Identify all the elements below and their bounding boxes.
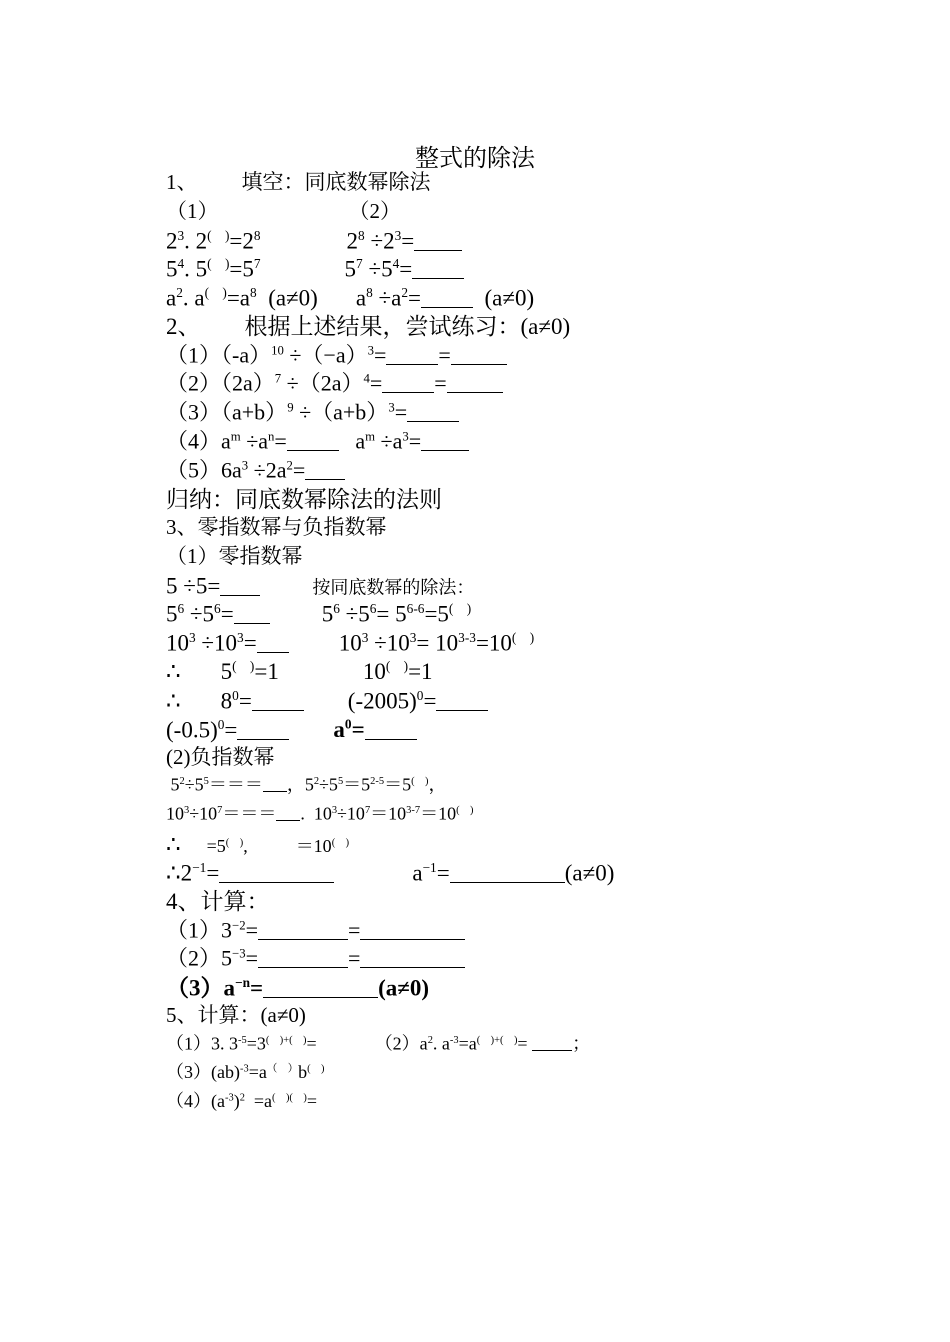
section-1-columns: （1） （2）: [166, 199, 401, 223]
section-5-heading: 5、计算：(a≠0): [166, 1003, 306, 1027]
exercise-row: $(1)(-a)^{10} \div(-a)^3=$ =: [166, 344, 507, 367]
exercise-row: $(3)a^{-n}= (a\ne 0)$: [166, 975, 430, 1001]
exercise-row: ∴ 5( )=1 10( )=1: [166, 658, 433, 684]
exercise-row: $(5)6a^3 \div 2a^2=$: [166, 459, 345, 482]
exercise-row: $5^6 \div 5^6= 5^6 \div 5^6= 5^{6-6}=5^{( )}$: [166, 601, 472, 627]
exercise-row: $10^3\div 10^7===$ . $10^3\div 10^7=10^{3-7}=10^{( )}$: [166, 803, 474, 824]
subsection-zero-exponent: （1）零指数幂: [166, 544, 303, 568]
exercise-row: $(2)(2a)^7 \div(2a)^4=$ =: [166, 372, 503, 395]
exercise-row: （3）(ab)$^{-3}$=a（ ）b( ): [166, 1062, 325, 1082]
exercise-row: $5^2\div 5^5===$ ，$5^2\div 5^5=5^{2-5}=5^{( )}$，: [166, 774, 447, 795]
page-title: 整式的除法: [415, 146, 535, 172]
exercise-row: ∴ $8^0= (-2005)^0=$: [166, 689, 488, 712]
exercise-row: $a^2$. $a^{( )}=a^8$ (a≠0) $a^8 \div a^2= (a\ne 0)$: [166, 285, 535, 311]
exercise-row: $(4)(a^{-3})^2 =a^{( )( )}=$: [166, 1091, 317, 1111]
exercise-row: $(3)(a+b)^9 \div(a+b)^3=$: [166, 401, 459, 424]
exercise-row: ∴ =5( ), ＝10( ): [166, 832, 350, 857]
section-2-heading: 2、 根据上述结果，尝试练习：(a≠0): [166, 314, 571, 339]
exercise-row: $(1)3^{-2}=$ =: [166, 919, 465, 942]
exercise-row: $5^4$. $5^{( )}=5^7$ $5^7 \div 5^4=$: [166, 257, 464, 280]
exercise-row: $(-0.5)^0= a^0=$: [166, 718, 417, 741]
section-4-heading: 4、计算：: [166, 889, 270, 914]
rule-induction: 归纳：同底数幂除法的法则: [166, 487, 442, 512]
exercise-row: $(2)5^{-3}=$ =: [166, 947, 465, 970]
exercise-row: $\therefore 2^{-1}= a^{-1}= (a\ne 0)$: [166, 860, 615, 886]
section-1-heading: 1、 填空：同底数幂除法: [166, 170, 431, 194]
exercise-row: 5 ÷5= 按同底数幂的除法：: [166, 573, 475, 599]
exercise-row: $10^3 \div 10^3= 10^3 \div 10^3= 10^{3-3}=10^{( )}$: [166, 630, 535, 656]
exercise-row: （1）3. $3^{-5}=3^{( )+( )}= (2)a^2$. $a^{-3}=a^{( )+( )}=$ ；: [166, 1033, 591, 1054]
subsection-negative-exponent: (2)负指数幂: [166, 745, 275, 769]
exercise-row: $2^3$. $2^{( )}=2^8$ $2^8 \div 2^3=$: [166, 229, 462, 252]
section-3-heading: 3、零指数幂与负指数幂: [166, 515, 387, 539]
exercise-row: $(4)a^m \div a^n= a^m \div a^3=$: [166, 430, 469, 453]
